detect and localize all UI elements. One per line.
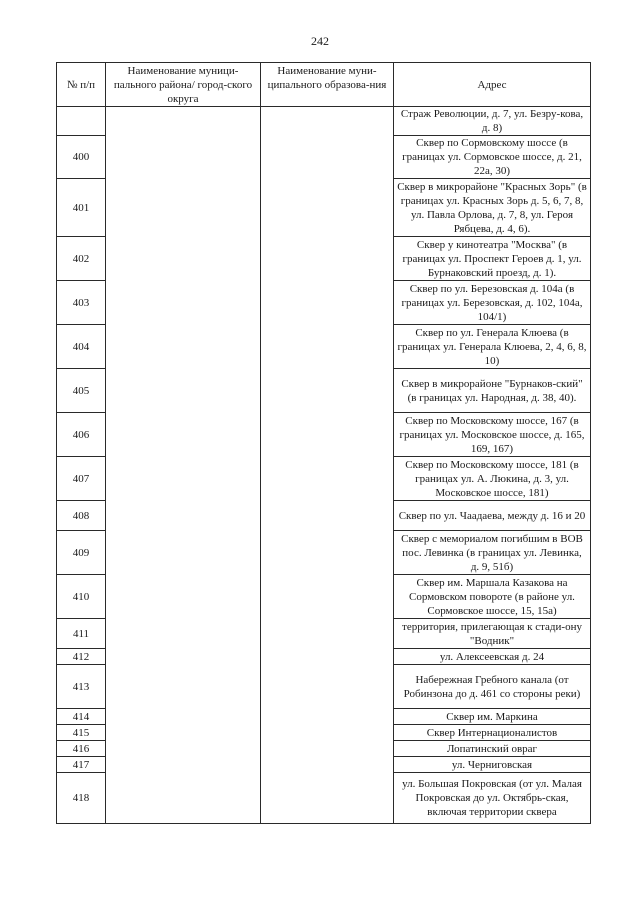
table-header [57, 63, 591, 107]
address-cell: Сквер в микрорайоне "Бурнаков-ский" (в границах ул. Народная, д. 38, 40). [394, 369, 591, 413]
address-cell: Страж Революции, д. 7, ул. Безру-кова, д. 8) [394, 107, 591, 136]
address-cell: Сквер им. Маркина [394, 709, 591, 725]
row-number-cell: 402 [57, 237, 106, 281]
header-address: Адрес [394, 63, 591, 107]
row-number-cell: 408 [57, 501, 106, 531]
address-cell: Сквер им. Маршала Казакова на Сормовском повороте (в районе ул. Сормовское шоссе, 15, 15а) [394, 575, 591, 619]
row-number-cell: 403 [57, 281, 106, 325]
row-number-cell: 415 [57, 725, 106, 741]
row-number-cell: 417 [57, 757, 106, 773]
address-cell: Сквер по ул. Березовская д. 104а (в границах ул. Березовская, д. 102, 104а, 104/1) [394, 281, 591, 325]
address-cell: Сквер по ул. Чаадаева, между д. 16 и 20 [394, 501, 591, 531]
address-cell: Набережная Гребного канала (от Робинзона до д. 461 со стороны реки) [394, 665, 591, 709]
address-cell: Сквер в микрорайоне "Красных Зорь" (в границах ул. Красных Зорь д. 5, 6, 7, 8, ул. Павла Орлова, д. 7, 8, ул. Героя Рябцева, д. 4, 6). [394, 179, 591, 237]
row-number-cell: 411 [57, 619, 106, 649]
row-number-cell: 414 [57, 709, 106, 725]
address-cell: территория, прилегающая к стади-ону "Водник" [394, 619, 591, 649]
row-number-cell: 406 [57, 413, 106, 457]
table-body [57, 107, 591, 824]
district-cell [106, 107, 261, 824]
header-number: № п/п [57, 63, 106, 107]
row-number-cell: 400 [57, 136, 106, 179]
address-cell: Сквер с мемориалом погибшим в ВОВ пос. Левинка (в границах ул. Левинка, д. 9, 51б) [394, 531, 591, 575]
row-number-cell: 405 [57, 369, 106, 413]
row-number-cell: 413 [57, 665, 106, 709]
header-district: Наименование муници-пального района/ город-ского округа [106, 63, 261, 107]
row-number-cell: 407 [57, 457, 106, 501]
address-cell: Сквер по Московскому шоссе, 167 (в границах ул. Московское шоссе, д. 165, 169, 167) [394, 413, 591, 457]
row-number-cell [57, 107, 106, 136]
row-number-cell: 416 [57, 741, 106, 757]
address-cell: Сквер у кинотеатра "Москва" (в границах ул. Проспект Героев д. 1, ул. Бурнаковский проезд, д. 1). [394, 237, 591, 281]
address-cell: Сквер по Московскому шоссе, 181 (в границах ул. А. Люкина, д. 3, ул. Московское шоссе, 181) [394, 457, 591, 501]
row-number-cell: 404 [57, 325, 106, 369]
table-row-continuation [57, 107, 591, 136]
address-cell: ул. Черниговская [394, 757, 591, 773]
header-row [57, 63, 591, 107]
address-cell: ул. Большая Покровская (от ул. Малая Покровская до ул. Октябрь-ская, включая территории сквера [394, 773, 591, 824]
row-number-cell: 412 [57, 649, 106, 665]
row-number-cell: 401 [57, 179, 106, 237]
page-number: 242 [311, 34, 329, 48]
address-cell: Сквер Интернационалистов [394, 725, 591, 741]
address-cell: Сквер по Сормовскому шоссе (в границах ул. Сормовское шоссе, д. 21, 22а, 30) [394, 136, 591, 179]
address-cell: ул. Алексеевская д. 24 [394, 649, 591, 665]
row-number-cell: 418 [57, 773, 106, 824]
registry-table [56, 62, 591, 824]
address-cell: Лопатинский овраг [394, 741, 591, 757]
address-cell: Сквер по ул. Генерала Клюева (в границах ул. Генерала Клюева, 2, 4, 6, 8, 10) [394, 325, 591, 369]
header-municipality: Наименование муни-ципального образова-ния [261, 63, 394, 107]
row-number-cell: 409 [57, 531, 106, 575]
row-number-cell: 410 [57, 575, 106, 619]
municipality-cell [261, 107, 394, 824]
